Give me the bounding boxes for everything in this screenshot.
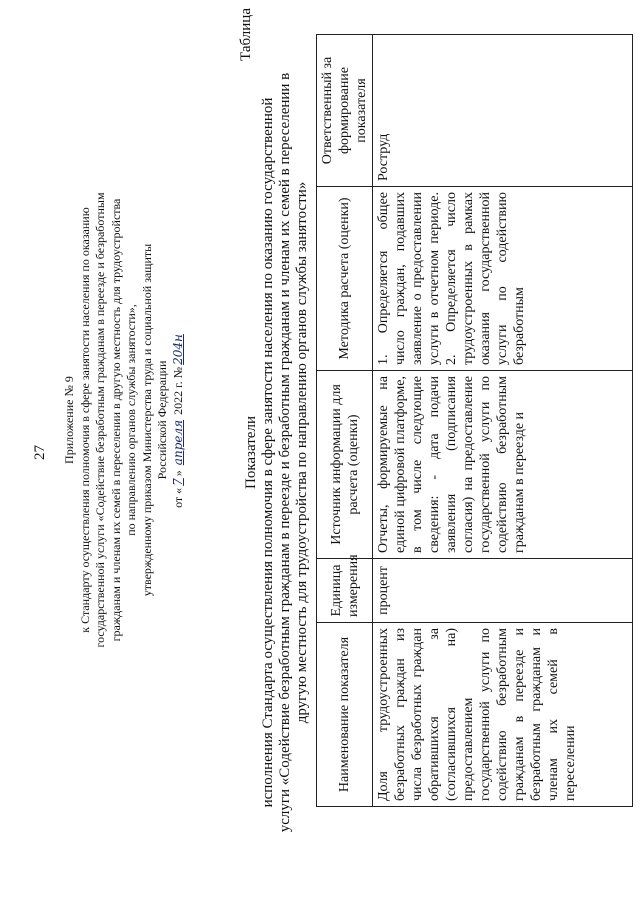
cell-indicator-name: Доля трудоустроенных безработных граждан из числа безработных граждан обратившихся за (согласившихся на) предоставлением государственной услуги по содействию безработным гражданам в переезде и безработным гражданам и членам их семей в переселении <box>373 623 633 807</box>
title-line: исполнения Стандарта осуществления полномочия в сфере занятости населения по оказанию государственной <box>260 97 276 808</box>
title-line: другую местность для трудоустройства по направлению органов службы занятости» <box>294 181 310 724</box>
title-line: услуги «Содействие безработным гражданам в переезде и безработным гражданам и членам их семей в переселении в <box>277 72 293 833</box>
appendix-line: утвержденному приказом Министерства труда и социальной защиты <box>139 243 154 597</box>
cell-source: Отчеты, формируемые на единой цифровой платформе, в том числе следующие сведения: - дата подачи заявления (подписания согласия) на предоставление государственной услуги по содействию безработным гражданам в переезде и <box>373 371 633 559</box>
appendix-line: государственной услуги «Содействие безработным гражданам в переезде и безработным <box>93 192 107 648</box>
date-prefix: от « <box>170 487 185 508</box>
appendix-line: к Стандарту осуществления полномочия в сфере занятости населения по оказанию <box>77 207 92 633</box>
appendix-date-line <box>171 100 187 740</box>
table-row <box>373 35 633 807</box>
header-unit: Единица измерения <box>317 559 373 623</box>
date-year: 2022 г. № <box>170 366 185 415</box>
header-responsible: Ответственный за формирование показателя <box>317 35 373 187</box>
appendix-line: Приложение № 9 <box>62 376 76 464</box>
table-label: Таблица <box>238 8 254 61</box>
page-number: 27 <box>32 445 48 460</box>
header-source: Источник информации для расчета (оценки) <box>317 371 373 559</box>
order-number-handwritten: 204н <box>170 334 185 365</box>
cell-responsible: Роструд <box>373 35 633 187</box>
table-header-row <box>317 35 373 807</box>
header-indicator-name: Наименование показателя <box>317 623 373 807</box>
cell-unit: процент <box>373 559 633 623</box>
date-mid: » <box>170 470 185 477</box>
indicators-table <box>316 34 633 807</box>
header-method: Методика расчета (оценки) <box>317 187 373 371</box>
appendix-line: гражданам и членам их семей в переселении в другую местность для трудоустройства <box>108 198 123 642</box>
appendix-line: Российской Федерации <box>155 360 169 480</box>
date-month-handwritten: апреля <box>170 419 185 466</box>
document-title <box>243 0 311 905</box>
appendix-line: по направлению органов службы занятости», <box>124 304 138 536</box>
cell-method: 1. Определяется общее число граждан, подавших заявление о предоставлении услуги в отчетном периоде. 2. Определяется число трудоустроенных в рамках оказания государственной услуги по содействию безработным <box>373 187 633 371</box>
title-main: Показатели <box>243 416 259 489</box>
date-day-handwritten: 7 <box>170 478 185 486</box>
appendix-header <box>62 100 186 740</box>
